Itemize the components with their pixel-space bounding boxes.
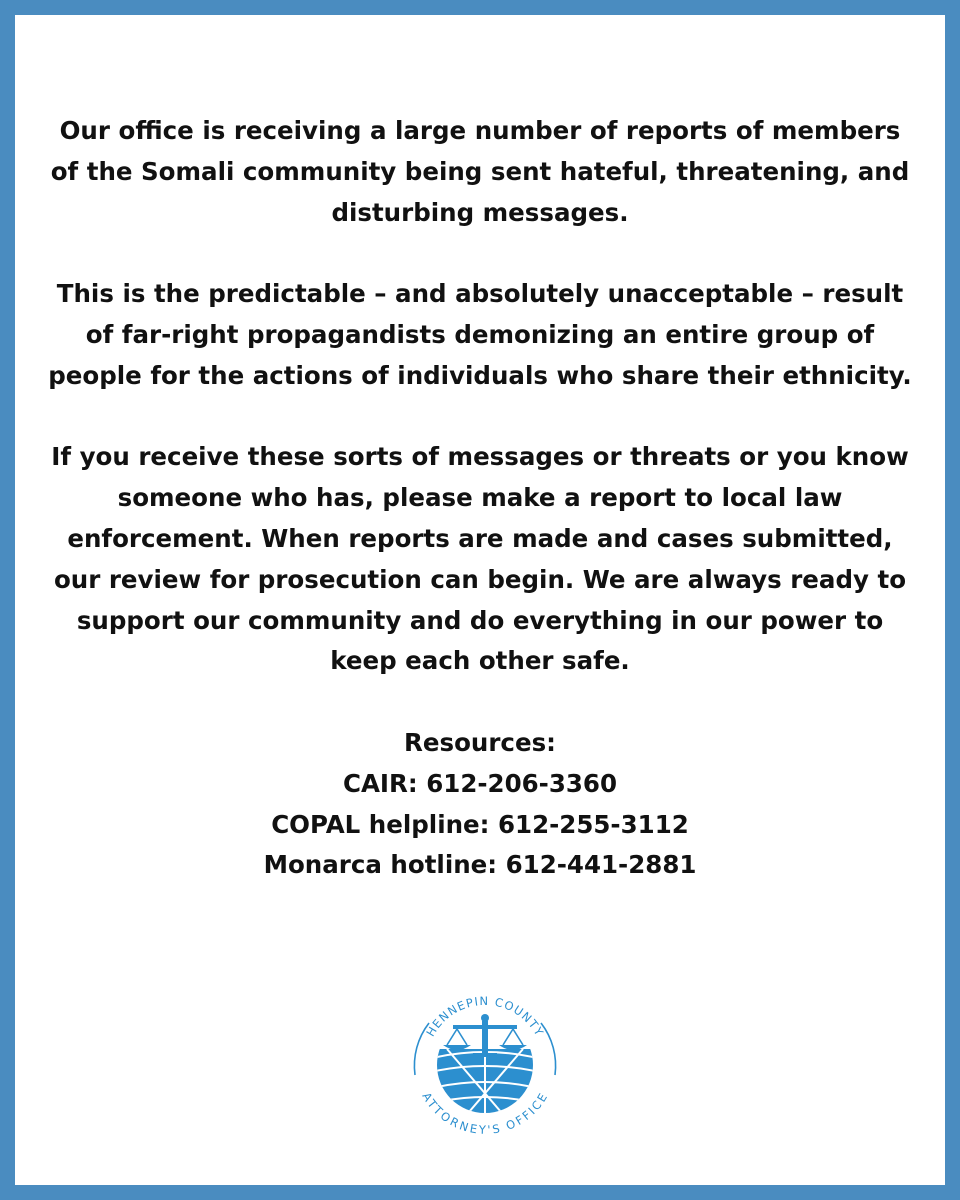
resources-heading: Resources: xyxy=(404,727,556,757)
resource-copal: COPAL helpline: 612-255-3112 xyxy=(271,809,689,839)
statement-paragraph-1: Our office is receiving a large number of reports of members of the Somali community being sent hateful, threatening, and disturbing messages. xyxy=(50,116,910,227)
hennepin-county-attorney-seal xyxy=(407,985,563,1141)
seal-top-text: HENNEPIN COUNTY xyxy=(423,993,547,1039)
statement-card xyxy=(15,15,945,1185)
paragraph-spacer xyxy=(45,233,915,274)
seal-bottom-text: ATTORNEY'S OFFICE xyxy=(419,1089,551,1137)
statement-paragraph-2: This is the predictable – and absolutely unacceptable – result of far-right propagandists demonizing an entire group of people for the actions of individuals who share their ethnicity. xyxy=(48,279,912,390)
resource-monarca: Monarca hotline: 612-441-2881 xyxy=(263,850,697,880)
statement-paragraph-3: If you receive these sorts of messages or threats or you know someone who has, please make a report to local law enforcement. When reports are made and cases submitted, our review for prosecution can begin. We are always ready to support our community and do everything in our power to keep each other safe. xyxy=(51,442,909,676)
statement-body xyxy=(45,111,915,886)
paragraph-spacer xyxy=(45,397,915,438)
resource-cair: CAIR: 612-206-3360 xyxy=(342,768,618,798)
resources-list xyxy=(45,723,915,886)
paragraph-spacer xyxy=(45,682,915,723)
